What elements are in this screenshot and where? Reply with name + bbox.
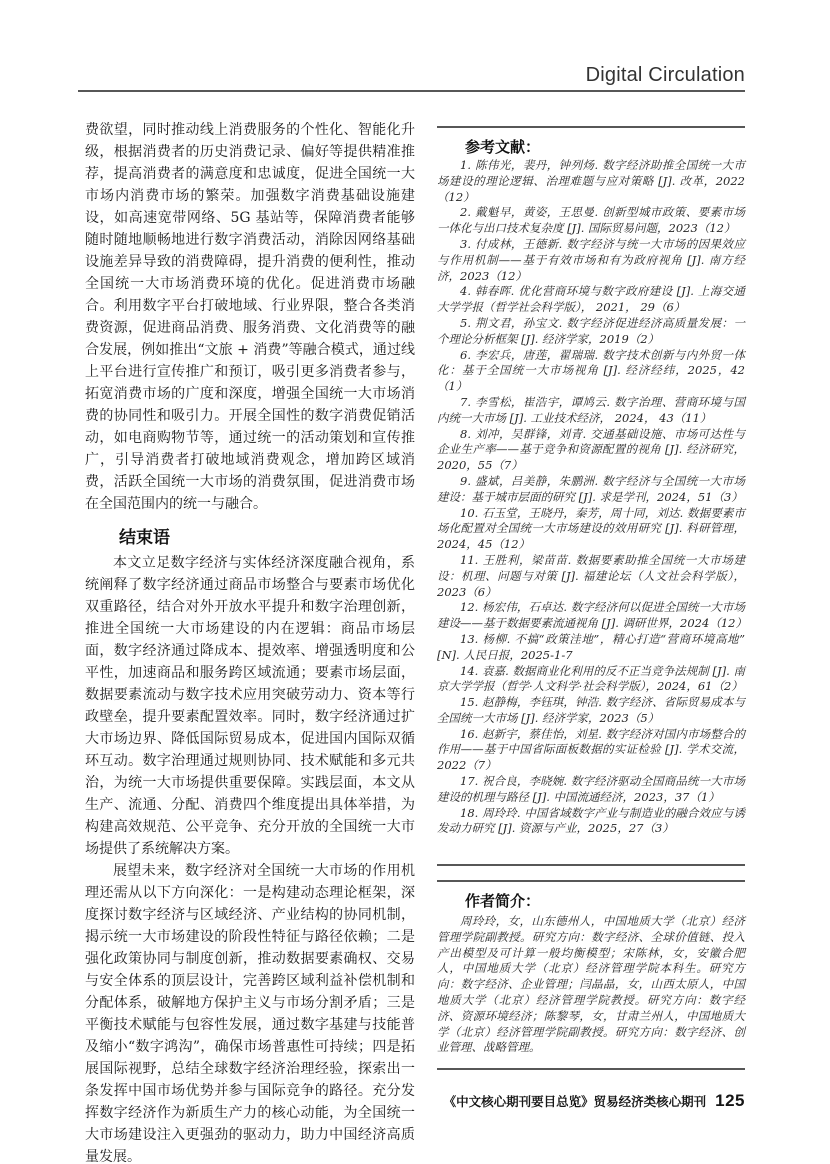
reference-item: 9. 盛斌，吕美静，朱鹏洲. 数字经济与全国统一大市场建设：基于城市层面的研究 [J]. 求是学刊，2024，51（3）	[437, 473, 745, 504]
body-paragraph-continuation: 费欲望，同时推动线上消费服务的个性化、智能化升级，根据消费者的历史消费记录、偏好等提供精准推荐，提高消费者的满意度和忠诚度，促进全国统一大市场内消费市场的繁荣。加强数字消费基础设施建设，如高速宽带网络、5G 基站等，保障消费者能够随时随地顺畅地进行数字消费活动，消除因网络基础设施差异导致的消费障碍，提升消费的便利性，推动全国统一大市场消费环境的优化。促进消费市场融合。利用数字平台打破地域、行业界限，整合各类消费资源，促进商品消费、服务消费、文化消费等的融合发展，例如推出“文旅 + 消费”等融合模式，通过线上平台进行宣传推广和预订，吸引更多消费者参与，拓宽消费市场的广度和深度，增强全国统一大市场消费的协同性和吸引力。开展全国性的数字消费促销活动，如电商购物节等，通过统一的活动策划和宣传推广，引导消费者打破地域消费观念，增加跨区域消费，活跃全国统一大市场的消费氛围，促进消费市场在全国范围内的统一与融合。	[85, 122, 415, 512]
reference-item: 8. 刘冲，吴群锋，刘青. 交通基础设施、市场可达性与企业生产率——基于竞争和资源配置的视角 [J]. 经济研究，2020，55（7）	[437, 426, 745, 473]
reference-item: 14. 袁嘉. 数据商业化利用的反不正当竞争法规制 [J]. 南京大学学报（哲学·人文科学·社会科学版），2024，61（2）	[437, 663, 745, 694]
conclusion-paragraph-1: 本文立足数字经济与实体经济深度融合视角，系统阐释了数字经济通过商品市场整合与要素市场优化双重路径，结合对外开放水平提升和数字治理创新，推进全国统一大市场建设的内在逻辑：商品市场层面，数字经济通过降成本、提效率、增强透明度和公平性，加速商品和服务跨区域流通；要素市场层面，数据要素流动与数字技术应用突破劳动力、资本等行政壁垒，提升要素配置效率。同时，数字经济通过扩大市场边界、降低国际贸易成本，促进国内国际双循环互动。数字治理通过规则协同、技术赋能和多元共治，为统一大市场提供重要保障。实践层面，本文从生产、流通、分配、消费四个维度提出具体举措，为构建高效规范、公平竞争、充分开放的全国统一大市场提供了系统解决方案。	[85, 555, 415, 857]
running-head-title: Digital Circulation	[585, 64, 745, 86]
left-column	[85, 119, 415, 1164]
reference-item: 13. 杨柳. 不搞“政策洼地”，精心打造“营商环境高地” [N]. 人民日报，2025-1-7	[437, 631, 745, 662]
reference-item: 2. 戴魁早，黄姿，王思曼. 创新型城市政策、要素市场一体化与出口技术复杂度 [J]. 国际贸易问题，2023（12）	[437, 205, 745, 236]
page-number: 125	[715, 1091, 745, 1110]
reference-item: 18. 周玲玲. 中国省域数字产业与制造业的融合效应与诱发动力研究 [J]. 资源与产业，2025，27（3）	[437, 805, 745, 836]
conclusion-paragraph-2: 展望未来，数字经济对全国统一大市场的作用机理还需从以下方向深化：一是构建动态理论框架，深度探讨数字经济与区域经济、产业结构的协同机制，揭示统一大市场建设的阶段性特征与路径依赖；二是强化政策协同与制度创新，推动数据要素确权、交易与安全体系的顶层设计，完善跨区域利益补偿机制和分配体系，破解地方保护主义与市场分割矛盾；三是平衡技术赋能与包容性发展，通过数字基建与技能普及缩小“数字鸿沟”，确保市场普惠性可持续；四是拓展国际视野，总结全球数字经济治理经验，探索出一条发挥中国市场优势并参与国际竞争的路径。充分发挥数字经济作为新质生产力的核心动能，为全国统一大市场建设注入更强劲的驱动力，助力中国经济高质量发展。	[85, 863, 415, 1164]
reference-item: 15. 赵静梅，李钰琪，钟浩. 数字经济、省际贸易成本与全国统一大市场 [J]. 经济学家，2023（5）	[437, 695, 745, 725]
journal-note: 《中文核心期刊要目总览》贸易经济类核心期刊	[443, 1095, 707, 1109]
references-top-rule	[437, 126, 745, 128]
conclusion-heading: 结束语	[119, 528, 170, 547]
header-rule	[78, 90, 745, 92]
reference-item: 10. 石玉堂，王晓丹，秦芳，周十同，刘达. 数据要素市场化配置对全国统一大市场建设的效用研究 [J]. 科研管理，2024，45（12）	[437, 505, 745, 552]
footer-rule	[437, 1068, 745, 1070]
page-footer	[444, 1091, 745, 1111]
reference-item: 3. 付成林，王德新. 数字经济与统一大市场的因果效应与作用机制——基于有效市场和有为政府视角 [J]. 南方经济，2023（12）	[437, 236, 745, 283]
reference-item: 12. 杨宏伟，石卓达. 数字经济何以促进全国统一大市场建设——基于数据要素流通视角 [J]. 调研世界，2024（12）	[437, 600, 747, 631]
references-list	[437, 158, 745, 837]
reference-item: 1. 陈伟光，裴丹，钟列炀. 数字经济助推全国统一大市场建设的理论逻辑、治理难题与应对策略 [J]. 改革，2022（12）	[437, 158, 745, 204]
reference-item: 6. 李宏兵，唐莲，翟瑞瑞. 数字技术创新与内外贸一体化：基于全国统一大市场视角 [J]. 经济经纬，2025，42（1）	[437, 347, 745, 394]
section-divider-rule-bottom	[437, 880, 745, 882]
references-heading: 参考文献：	[465, 139, 541, 156]
author-bio	[437, 914, 745, 1056]
reference-item: 11. 王胜利，梁苗苗. 数据要素助推全国统一大市场建设：机理、问题与对策 [J]. 福建论坛（人文社会科学版），2023（6）	[437, 552, 745, 599]
author-bio-text: 周玲玲，女，山东德州人，中国地质大学（北京）经济管理学院副教授。研究方向：数字经济、全球价值链、投入产出模型及可计算一般均衡模型；宋陈林，女，安徽合肥人，中国地质大学（北京）经济管理学院本科生。研究方向：数字经济、企业管理；闫晶晶，女，山西太原人，中国地质大学（北京）经济管理学院教授。研究方向：数字经济、资源环境经济；陈黎琴，女，甘肃兰州人，中国地质大学（北京）经济管理学院副教授。研究方向：数字经济、创业管理、战略管理。	[437, 914, 745, 1055]
reference-item: 5. 荆文君，孙宝文. 数字经济促进经济高质量发展：一个理论分析框架 [J]. 经济学家，2019（2）	[437, 315, 745, 346]
reference-item: 4. 韩春晖. 优化营商环境与数字政府建设 [J]. 上海交通大学学报（哲学社会科学版）， 2021， 29（6）	[437, 284, 745, 315]
reference-item: 17. 祝合良，李晓婉. 数字经济驱动全国商品统一大市场建设的机理与路径 [J]. 中国流通经济，2023，37（1）	[437, 774, 745, 804]
author-bio-heading: 作者简介：	[465, 893, 541, 910]
section-divider-rule-top	[437, 864, 745, 866]
reference-item: 7. 李雪松，崔浩宇，谭鸠云. 数字治理、营商环境与国内统一大市场 [J]. 工业技术经济， 2024， 43（11）	[437, 394, 745, 425]
reference-item: 16. 赵新宇，蔡佳怡，刘星. 数字经济对国内市场整合的作用——基于中国省际面板数据的实证检验 [J]. 学术交流，2022（7）	[437, 726, 745, 773]
